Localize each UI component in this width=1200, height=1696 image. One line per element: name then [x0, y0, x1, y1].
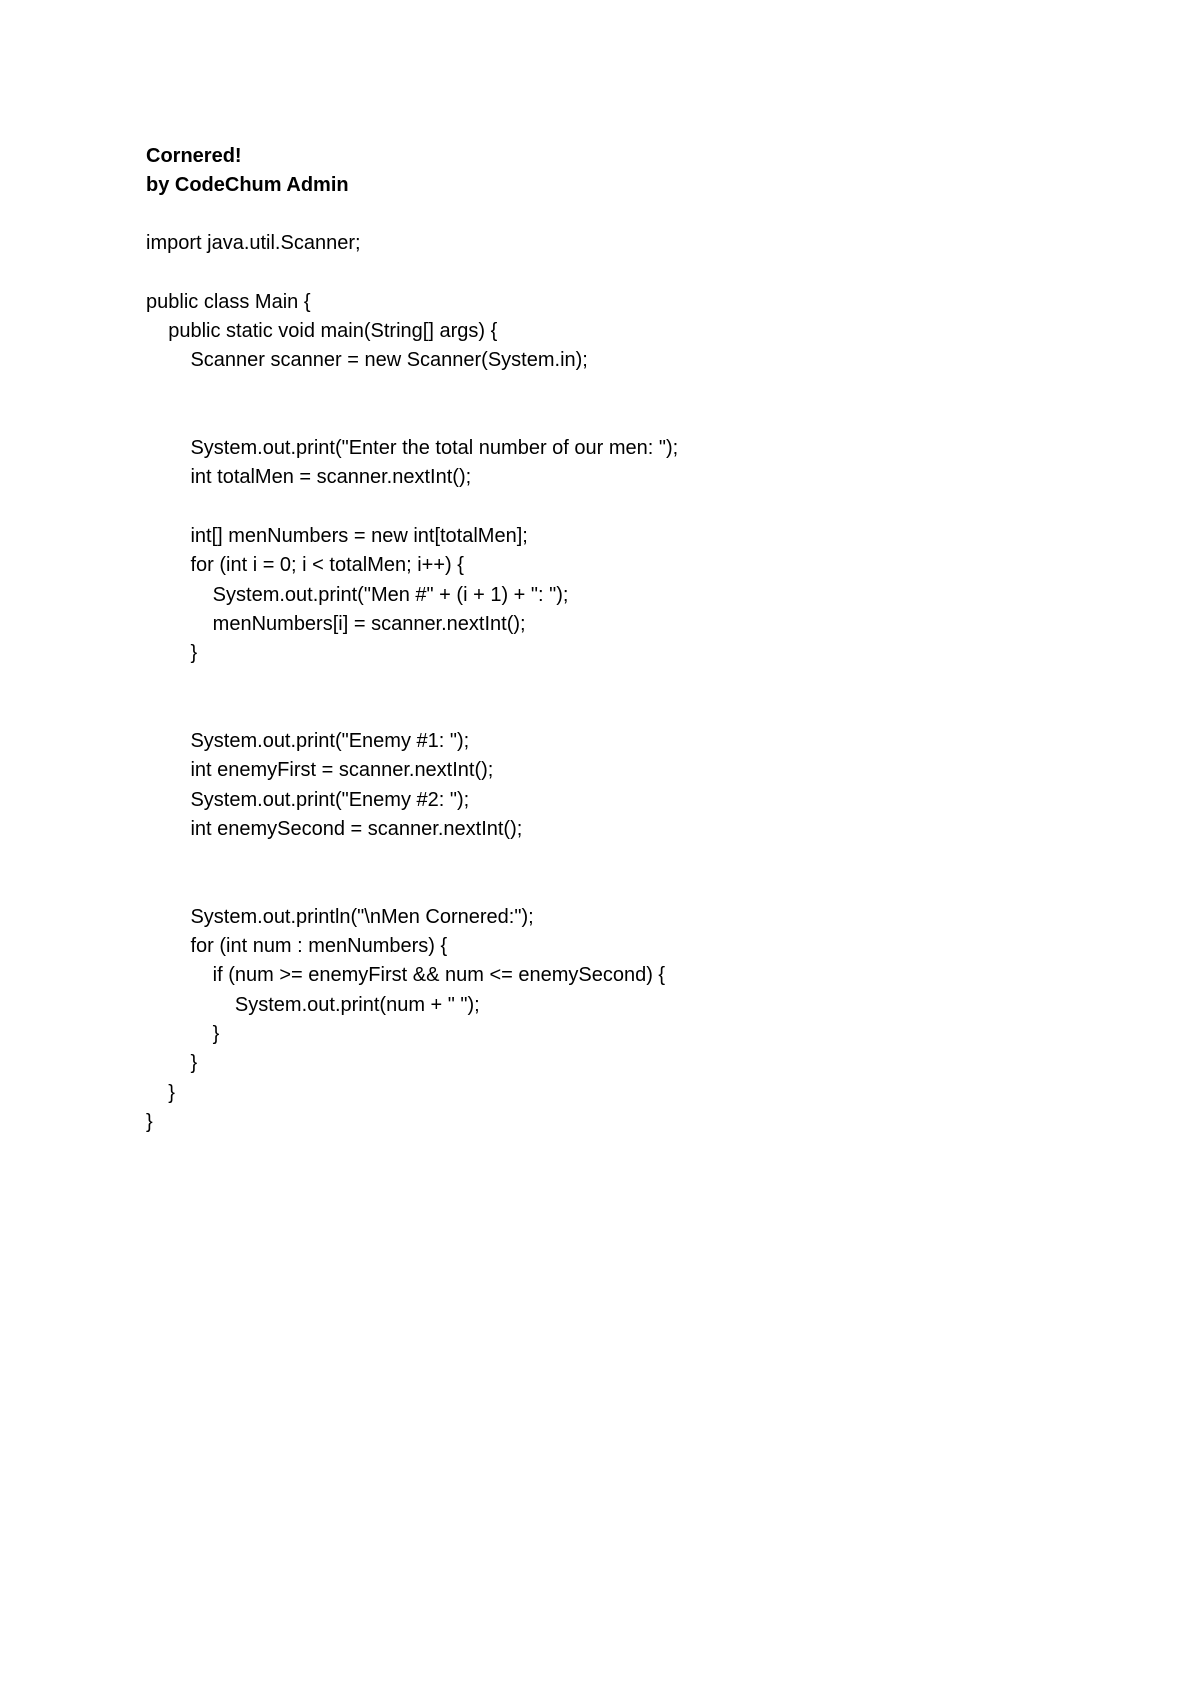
code-line	[146, 405, 1146, 434]
code-line	[146, 258, 1146, 287]
code-line: System.out.print("Men #" + (i + 1) + ": ");	[146, 583, 569, 606]
code-line	[146, 375, 1146, 404]
code-line: int enemyFirst = scanner.nextInt();	[146, 759, 494, 782]
code-line: System.out.print("Enemy #2: ");	[146, 788, 470, 811]
code-line: System.out.println("\nMen Cornered:");	[146, 905, 534, 928]
code-line: import java.util.Scanner;	[146, 232, 361, 254]
code-line: System.out.print(num + " ");	[146, 993, 480, 1016]
code-line: for (int num : menNumbers) {	[146, 935, 448, 958]
code-line	[146, 668, 1146, 697]
code-line: System.out.print("Enemy #1: ");	[146, 730, 470, 753]
code-line: for (int i = 0; i < totalMen; i++) {	[146, 554, 464, 577]
code-line: }	[146, 1023, 220, 1046]
code-line: Scanner scanner = new Scanner(System.in);	[146, 349, 588, 372]
code-line: }	[146, 1081, 175, 1104]
document-author: by CodeChum Admin	[146, 174, 349, 196]
code-line: int enemySecond = scanner.nextInt();	[146, 817, 523, 840]
document-title: Cornered!	[146, 145, 242, 167]
code-line	[146, 698, 1146, 727]
code-line: }	[146, 1052, 198, 1075]
code-line	[146, 844, 1146, 873]
code-line: int[] menNumbers = new int[totalMen];	[146, 524, 528, 547]
code-line: menNumbers[i] = scanner.nextInt();	[146, 612, 526, 635]
code-line: public static void main(String[] args) {	[146, 319, 498, 342]
code-line: if (num >= enemyFirst && num <= enemySecond) {	[146, 964, 666, 987]
code-line: }	[146, 1110, 153, 1133]
code-line: int totalMen = scanner.nextInt();	[146, 466, 472, 489]
document-content	[146, 142, 1146, 1137]
code-line: }	[146, 642, 198, 665]
code-block	[146, 229, 1146, 1137]
code-line	[146, 874, 1146, 903]
code-line: public class Main {	[146, 290, 311, 313]
code-line	[146, 493, 1146, 522]
code-line: System.out.print("Enter the total number of our men: ");	[146, 437, 679, 460]
